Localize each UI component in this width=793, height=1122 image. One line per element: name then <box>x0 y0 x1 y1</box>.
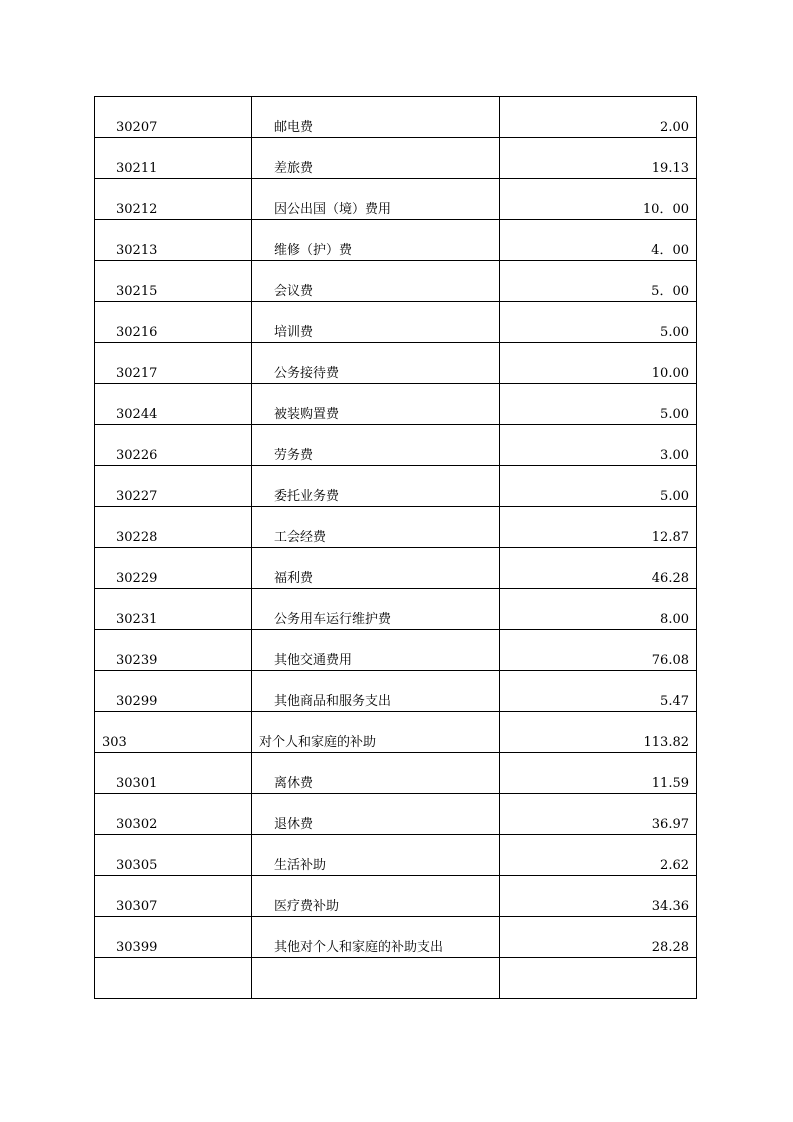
account-code-cell: 30302 <box>95 794 252 835</box>
account-code-cell: 30239 <box>95 630 252 671</box>
account-code-cell: 30215 <box>95 261 252 302</box>
table-row <box>95 179 697 220</box>
account-name-cell: 其他交通费用 <box>252 630 500 671</box>
table-row <box>95 302 697 343</box>
amount-cell: 2.00 <box>500 97 697 138</box>
amount-cell <box>500 958 697 999</box>
account-name-cell: 被装购置费 <box>252 384 500 425</box>
account-name-cell: 公务用车运行维护费 <box>252 589 500 630</box>
account-code-cell: 30228 <box>95 507 252 548</box>
account-code-cell: 30216 <box>95 302 252 343</box>
account-name-cell: 邮电费 <box>252 97 500 138</box>
account-code-cell: 30305 <box>95 835 252 876</box>
account-name-cell: 生活补助 <box>252 835 500 876</box>
table-row <box>95 876 697 917</box>
amount-cell: 3.00 <box>500 425 697 466</box>
account-code-cell <box>95 958 252 999</box>
amount-cell: 10．00 <box>500 179 697 220</box>
account-code-cell: 30399 <box>95 917 252 958</box>
account-name-cell: 其他对个人和家庭的补助支出 <box>252 917 500 958</box>
table-row <box>95 712 697 753</box>
table-row <box>95 630 697 671</box>
amount-cell: 10.00 <box>500 343 697 384</box>
account-code-cell: 30244 <box>95 384 252 425</box>
table-body <box>95 97 697 999</box>
account-code-cell: 30217 <box>95 343 252 384</box>
account-name-cell: 离休费 <box>252 753 500 794</box>
amount-cell: 5.00 <box>500 384 697 425</box>
account-name-cell: 公务接待费 <box>252 343 500 384</box>
account-code-cell: 30207 <box>95 97 252 138</box>
account-code-cell: 30226 <box>95 425 252 466</box>
table-row <box>95 958 697 999</box>
table-row <box>95 917 697 958</box>
table-row <box>95 753 697 794</box>
account-name-cell: 差旅费 <box>252 138 500 179</box>
amount-cell: 36.97 <box>500 794 697 835</box>
table-row <box>95 220 697 261</box>
account-code-cell: 30212 <box>95 179 252 220</box>
table-row <box>95 835 697 876</box>
table-row <box>95 507 697 548</box>
account-name-cell: 医疗费补助 <box>252 876 500 917</box>
amount-cell: 28.28 <box>500 917 697 958</box>
table-row <box>95 671 697 712</box>
account-name-cell <box>252 958 500 999</box>
amount-cell: 2.62 <box>500 835 697 876</box>
amount-cell: 5.47 <box>500 671 697 712</box>
amount-cell: 11.59 <box>500 753 697 794</box>
account-name-cell: 委托业务费 <box>252 466 500 507</box>
table-row <box>95 138 697 179</box>
account-code-cell: 30299 <box>95 671 252 712</box>
account-name-cell: 其他商品和服务支出 <box>252 671 500 712</box>
table-row <box>95 97 697 138</box>
account-code-cell: 30301 <box>95 753 252 794</box>
account-name-cell: 福利费 <box>252 548 500 589</box>
account-name-cell: 因公出国（境）费用 <box>252 179 500 220</box>
amount-cell: 34.36 <box>500 876 697 917</box>
account-name-cell: 会议费 <box>252 261 500 302</box>
amount-cell: 5.00 <box>500 302 697 343</box>
account-code-cell: 303 <box>95 712 252 753</box>
account-name-cell: 劳务费 <box>252 425 500 466</box>
table-row <box>95 794 697 835</box>
amount-cell: 76.08 <box>500 630 697 671</box>
amount-cell: 113.82 <box>500 712 697 753</box>
amount-cell: 5．00 <box>500 261 697 302</box>
account-code-cell: 30227 <box>95 466 252 507</box>
account-name-cell: 培训费 <box>252 302 500 343</box>
amount-cell: 8.00 <box>500 589 697 630</box>
account-name-cell: 退休费 <box>252 794 500 835</box>
table-row <box>95 343 697 384</box>
account-code-cell: 30211 <box>95 138 252 179</box>
table-row <box>95 589 697 630</box>
account-code-cell: 30213 <box>95 220 252 261</box>
table-row <box>95 384 697 425</box>
account-name-cell: 对个人和家庭的补助 <box>252 712 500 753</box>
amount-cell: 5.00 <box>500 466 697 507</box>
amount-cell: 12.87 <box>500 507 697 548</box>
table-row <box>95 261 697 302</box>
account-code-cell: 30307 <box>95 876 252 917</box>
amount-cell: 19.13 <box>500 138 697 179</box>
account-name-cell: 工会经费 <box>252 507 500 548</box>
account-code-cell: 30231 <box>95 589 252 630</box>
table-row <box>95 548 697 589</box>
table-row <box>95 466 697 507</box>
table-row <box>95 425 697 466</box>
amount-cell: 46.28 <box>500 548 697 589</box>
amount-cell: 4．00 <box>500 220 697 261</box>
budget-expenditure-table <box>94 96 697 999</box>
account-code-cell: 30229 <box>95 548 252 589</box>
account-name-cell: 维修（护）费 <box>252 220 500 261</box>
